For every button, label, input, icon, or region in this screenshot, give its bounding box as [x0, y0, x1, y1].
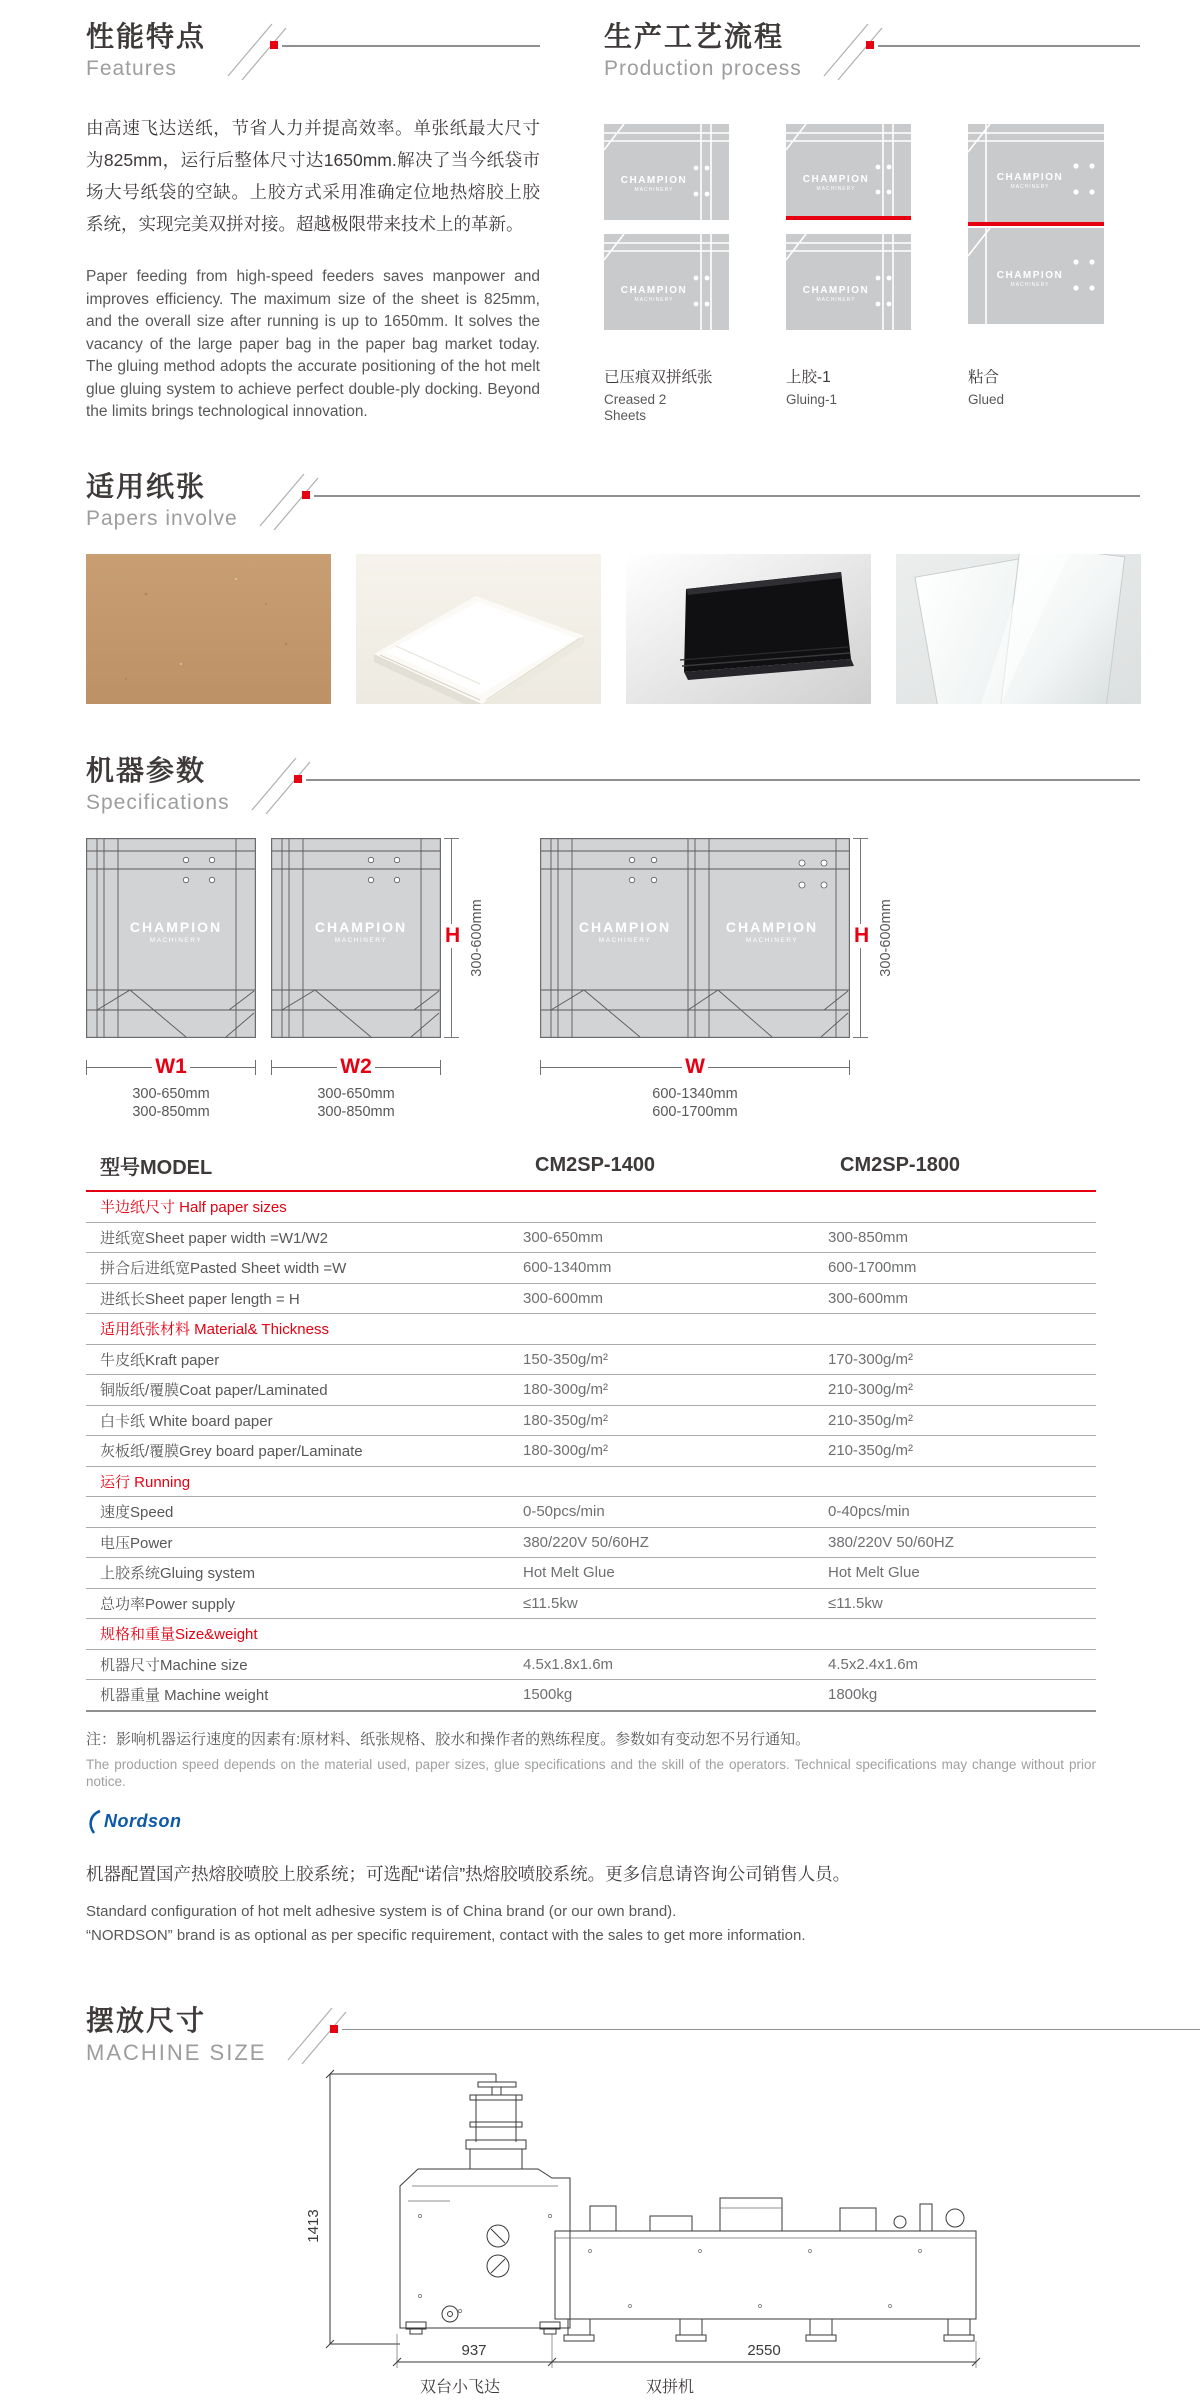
bag-image [271, 838, 441, 1038]
svg-text:CHAMPION: CHAMPION [996, 270, 1064, 281]
bag-diagram-w2 [271, 838, 441, 1121]
w2-values [271, 1086, 441, 1121]
spec-data-row [86, 1222, 1096, 1253]
spec-data-row [86, 1283, 1096, 1314]
specifications-titles [86, 754, 230, 816]
top-row [0, 0, 1200, 424]
spec-row-value: 180-300g/m² [521, 1375, 826, 1406]
svg-text:MACHINERY: MACHINERY [816, 297, 856, 303]
svg-text:MACHINERY: MACHINERY [334, 937, 388, 944]
step-caption-en: Creased 2 Sheets [604, 392, 667, 423]
machine-size-titles [86, 2004, 266, 2066]
w-label: W [685, 1055, 705, 1078]
step-caption-en: Gluing-1 [786, 392, 838, 407]
svg-text:CHAMPION: CHAMPION [314, 919, 408, 935]
h-label: H [854, 924, 870, 947]
width-dimension [271, 1055, 441, 1079]
spec-section-label: 运行 Running [86, 1466, 1096, 1497]
dim-main-width-label: 2550 [747, 2341, 781, 2359]
h-value: 300-600mm [469, 899, 485, 977]
red-marker-icon [270, 41, 278, 49]
spec-table [86, 1147, 1096, 1712]
nordson-swoosh-icon [86, 1808, 104, 1836]
spec-section-label: 规格和重量Size&weight [86, 1619, 1096, 1650]
spec-data-row [86, 1588, 1096, 1619]
papers-title-zh: 适用纸张 [86, 471, 207, 502]
section-divider [224, 20, 540, 80]
spec-data-row [86, 1405, 1096, 1436]
spec-row-label: 牛皮纸Kraft paper [86, 1344, 521, 1375]
divider-rule [878, 45, 1140, 47]
height-dimension [441, 838, 495, 1038]
process-steps [604, 124, 1140, 424]
svg-text:MACHINERY: MACHINERY [816, 186, 856, 192]
section-divider [820, 20, 1140, 80]
spec-row-value: 300-850mm [826, 1222, 1096, 1253]
dim-value: 600-1700mm [652, 1103, 738, 1120]
spec-section-row [86, 1466, 1096, 1497]
dim-height-label: 1413 [305, 2208, 322, 2243]
bag-diagram-pasted [540, 838, 850, 1121]
spec-row-value: Hot Melt Glue [521, 1558, 826, 1589]
spec-row-value: Hot Melt Glue [826, 1558, 1096, 1589]
glue-config-en [86, 1900, 1096, 1948]
machine-size-title-en: MACHINE SIZE [86, 2039, 267, 2065]
spec-row-value: 4.5x2.4x1.6m [826, 1649, 1096, 1680]
spec-table-body [86, 1191, 1096, 1711]
features-title-zh: 性能特点 [86, 21, 207, 52]
features-titles [86, 20, 206, 82]
spec-row-value: 0-50pcs/min [521, 1497, 826, 1528]
papers-section [0, 470, 1200, 704]
spec-row-value: 210-350g/m² [826, 1405, 1096, 1436]
section-divider [284, 2004, 1200, 2064]
production-header [604, 20, 1140, 82]
model-header: 型号MODEL [86, 1147, 521, 1191]
spec-row-value: 600-1340mm [521, 1253, 826, 1284]
production-section [604, 20, 1140, 424]
process-step-glued [968, 124, 1104, 424]
spec-row-label: 灰板纸/覆膜Grey board paper/Laminate [86, 1436, 521, 1467]
divider-rule [342, 2029, 1200, 2031]
spec-data-row [86, 1527, 1096, 1558]
dim-value: 300-650mm [132, 1086, 210, 1102]
spec-row-value: 0-40pcs/min [826, 1497, 1096, 1528]
section-divider [248, 754, 1140, 814]
spec-data-row [86, 1649, 1096, 1680]
svg-text:CHAMPION: CHAMPION [725, 919, 819, 935]
creased-sheets-image [604, 124, 729, 330]
spec-row-value: 180-350g/m² [521, 1405, 826, 1436]
h-value: 300-600mm [878, 899, 894, 977]
glue-line [786, 216, 911, 220]
width-dimension [86, 1055, 256, 1079]
spec-row-value: 1500kg [521, 1680, 826, 1711]
spec-row-label: 进纸宽Sheet paper width =W1/W2 [86, 1222, 521, 1253]
svg-text:MACHINERY: MACHINERY [149, 937, 203, 944]
glue-config-en-line2: “NORDSON” brand is as optional as per specific requirement, contact with the sales to get more information. [86, 1926, 806, 1944]
spec-row-value: 300-600mm [826, 1283, 1096, 1314]
step-caption-zh: 上胶-1 [786, 369, 831, 386]
specifications-title-en: Specifications [86, 791, 230, 814]
glue-line [968, 222, 1104, 226]
glue-config-zh: 机器配置国产热熔胶喷胶上胶系统；可选配“诺信”热熔胶喷胶系统。更多信息请咨询公司销售人员。 [86, 1863, 851, 1884]
spec-row-value: ≤11.5kw [826, 1588, 1096, 1619]
nordson-wordmark: Nordson [104, 1811, 182, 1831]
step-caption-zh: 已压痕双拼纸张 [604, 369, 713, 386]
spec-row-value: 300-650mm [521, 1222, 826, 1253]
spec-row-label: 总功率Power supply [86, 1588, 521, 1619]
spec-data-row [86, 1558, 1096, 1589]
machine-size-title-zh: 摆放尺寸 [86, 2004, 207, 2036]
white-paper-stack-image [356, 554, 601, 704]
svg-text:CHAMPION: CHAMPION [129, 919, 223, 935]
papers-title-en: Papers involve [86, 507, 238, 530]
spec-section-label: 半边纸尺寸 Half paper sizes [86, 1191, 1096, 1222]
note-en: The production speed depends on the material used, paper sizes, glue specifications and the skill of the operators. Technical specifications may change without prior notice. [86, 1756, 1096, 1789]
machine-drawing-wrap [300, 2066, 1200, 2401]
svg-text:MACHINERY: MACHINERY [745, 937, 799, 944]
svg-text:CHAMPION: CHAMPION [578, 919, 672, 935]
slash-decoration-icon [284, 2004, 358, 2064]
production-titles [604, 20, 802, 82]
features-title-en: Features [86, 57, 177, 80]
spec-row-label: 速度Speed [86, 1497, 521, 1528]
slash-decoration-icon [224, 20, 298, 80]
spec-data-row [86, 1253, 1096, 1284]
nordson-logo [86, 1808, 182, 1836]
spec-data-row [86, 1436, 1096, 1467]
spec-section-row [86, 1314, 1096, 1345]
spec-row-value: 180-300g/m² [521, 1436, 826, 1467]
bag-diagrams [86, 838, 1140, 1121]
h-label: H [445, 924, 461, 947]
svg-text:CHAMPION: CHAMPION [802, 174, 870, 185]
glue-config-en-line1: Standard configuration of hot melt adhesive system is of China brand (or our own brand). [86, 1902, 677, 1920]
spec-row-value: 150-350g/m² [521, 1344, 826, 1375]
divider-rule [314, 495, 1140, 497]
spec-section-label: 适用纸张材料 Material& Thickness [86, 1314, 1096, 1345]
w-values [540, 1086, 850, 1121]
spec-row-label: 白卡纸 White board paper [86, 1405, 521, 1436]
spec-row-label: 机器重量 Machine weight [86, 1680, 521, 1711]
laminated-paper-image [896, 554, 1141, 704]
spec-data-row [86, 1680, 1096, 1711]
bag-diagram-w1 [86, 838, 256, 1121]
note-zh: 注：影响机器运行速度的因素有:原材料、纸张规格、胶水和操作者的熟练程度。参数如有变动恕不另行通知。 [86, 1730, 811, 1748]
main-unit-label: 双拼机 [645, 2378, 695, 2396]
svg-text:MACHINERY: MACHINERY [1010, 184, 1050, 190]
black-card-stack-image [626, 554, 871, 704]
spec-row-value: 1800kg [826, 1680, 1096, 1711]
height-dimension [850, 838, 904, 1038]
dim-feeder-width-label: 937 [461, 2341, 487, 2359]
machine-size-header [86, 2004, 1200, 2066]
machine-technical-drawing [300, 2066, 1000, 2396]
svg-text:CHAMPION: CHAMPION [802, 285, 870, 296]
papers-titles [86, 470, 238, 532]
specifications-section [0, 754, 1200, 1948]
w2-label: W2 [340, 1055, 372, 1078]
machine-size-section [0, 2004, 1200, 2401]
production-title-en: Production process [604, 57, 802, 80]
spec-row-label: 电压Power [86, 1527, 521, 1558]
process-step-gluing [786, 124, 911, 424]
svg-text:MACHINERY: MACHINERY [1010, 282, 1050, 288]
step-caption-zh: 粘合 [968, 369, 1000, 386]
production-title-zh: 生产工艺流程 [604, 21, 785, 52]
svg-text:MACHINERY: MACHINERY [634, 297, 674, 303]
svg-text:CHAMPION: CHAMPION [996, 172, 1064, 183]
spec-section-row [86, 1191, 1096, 1222]
spec-row-value: 600-1700mm [826, 1253, 1096, 1284]
spec-row-value: 4.5x1.8x1.6m [521, 1649, 826, 1680]
spec-data-row [86, 1344, 1096, 1375]
slash-decoration-icon [248, 754, 322, 814]
w1-values [86, 1086, 256, 1121]
kraft-paper-image [86, 554, 331, 704]
bag-image [86, 838, 256, 1038]
dim-value: 600-1340mm [652, 1086, 738, 1102]
svg-text:CHAMPION: CHAMPION [620, 285, 688, 296]
feeder-unit-label: 双台小飞达 [419, 2378, 501, 2396]
svg-text:MACHINERY: MACHINERY [634, 187, 674, 193]
spec-section-row [86, 1619, 1096, 1650]
features-paragraph-en: Paper feeding from high-speed feeders saves manpower and improves efficiency. The maximum size of the sheet is 825mm, and the overall size after running is up to 1650mm. It solves the vacancy of the large paper bag in the paper bag market today. The gluing method adopts the accurate positioning of the hot melt glue gluing system to achieve perfect double-ply docking. Beyond the limits brings technological innovation. [86, 268, 540, 420]
slash-decoration-icon [256, 470, 330, 530]
dim-value: 300-850mm [317, 1103, 395, 1120]
gluing-image [786, 124, 911, 330]
bag-image-wide [540, 838, 850, 1038]
process-step-creased [604, 124, 729, 424]
spec-data-row [86, 1375, 1096, 1406]
dim-value: 300-650mm [317, 1086, 395, 1102]
dim-value: 300-850mm [132, 1103, 210, 1120]
spec-row-label: 进纸长Sheet paper length = H [86, 1283, 521, 1314]
slash-decoration-icon [820, 20, 894, 80]
model-1800-header: CM2SP-1800 [826, 1147, 1096, 1191]
spec-table-header-row [86, 1147, 1096, 1191]
spec-row-label: 上胶系统Gluing system [86, 1558, 521, 1589]
spec-row-value: 210-300g/m² [826, 1375, 1096, 1406]
spec-row-value: 210-350g/m² [826, 1436, 1096, 1467]
specifications-header [86, 754, 1140, 816]
divider-rule [282, 45, 540, 47]
step-caption-en: Glued [968, 392, 1005, 407]
specifications-title-zh: 机器参数 [86, 755, 207, 786]
glued-image [968, 124, 1104, 330]
svg-text:MACHINERY: MACHINERY [598, 937, 652, 944]
spec-row-value: 380/220V 50/60HZ [521, 1527, 826, 1558]
spec-row-label: 机器尺寸Machine size [86, 1649, 521, 1680]
spec-row-value: ≤11.5kw [521, 1588, 826, 1619]
papers-header [86, 470, 1140, 532]
spec-row-label: 拼合后进纸宽Pasted Sheet width =W [86, 1253, 521, 1284]
features-header [86, 20, 540, 82]
section-divider [256, 470, 1140, 530]
spec-row-value: 380/220V 50/60HZ [826, 1527, 1096, 1558]
features-section [86, 20, 540, 424]
spec-data-row [86, 1497, 1096, 1528]
features-paragraph-zh: 由高速飞达送纸，节省人力并提高效率。单张纸最大尺寸为825mm，运行后整体尺寸达1650mm.解决了当今纸袋市场大号纸袋的空缺。上胶方式采用准确定位地热熔胶上胶系统，实现完美双拼对接。超越极限带来技术上的革新。 [86, 118, 540, 234]
model-1400-header: CM2SP-1400 [521, 1147, 826, 1191]
svg-text:CHAMPION: CHAMPION [620, 175, 688, 186]
spec-row-value: 300-600mm [521, 1283, 826, 1314]
paper-images-row [86, 554, 1140, 704]
divider-rule [306, 779, 1140, 781]
width-dimension [540, 1055, 850, 1079]
w1-label: W1 [155, 1055, 187, 1078]
spec-row-label: 铜版纸/覆膜Coat paper/Laminated [86, 1375, 521, 1406]
spec-row-value: 170-300g/m² [826, 1344, 1096, 1375]
